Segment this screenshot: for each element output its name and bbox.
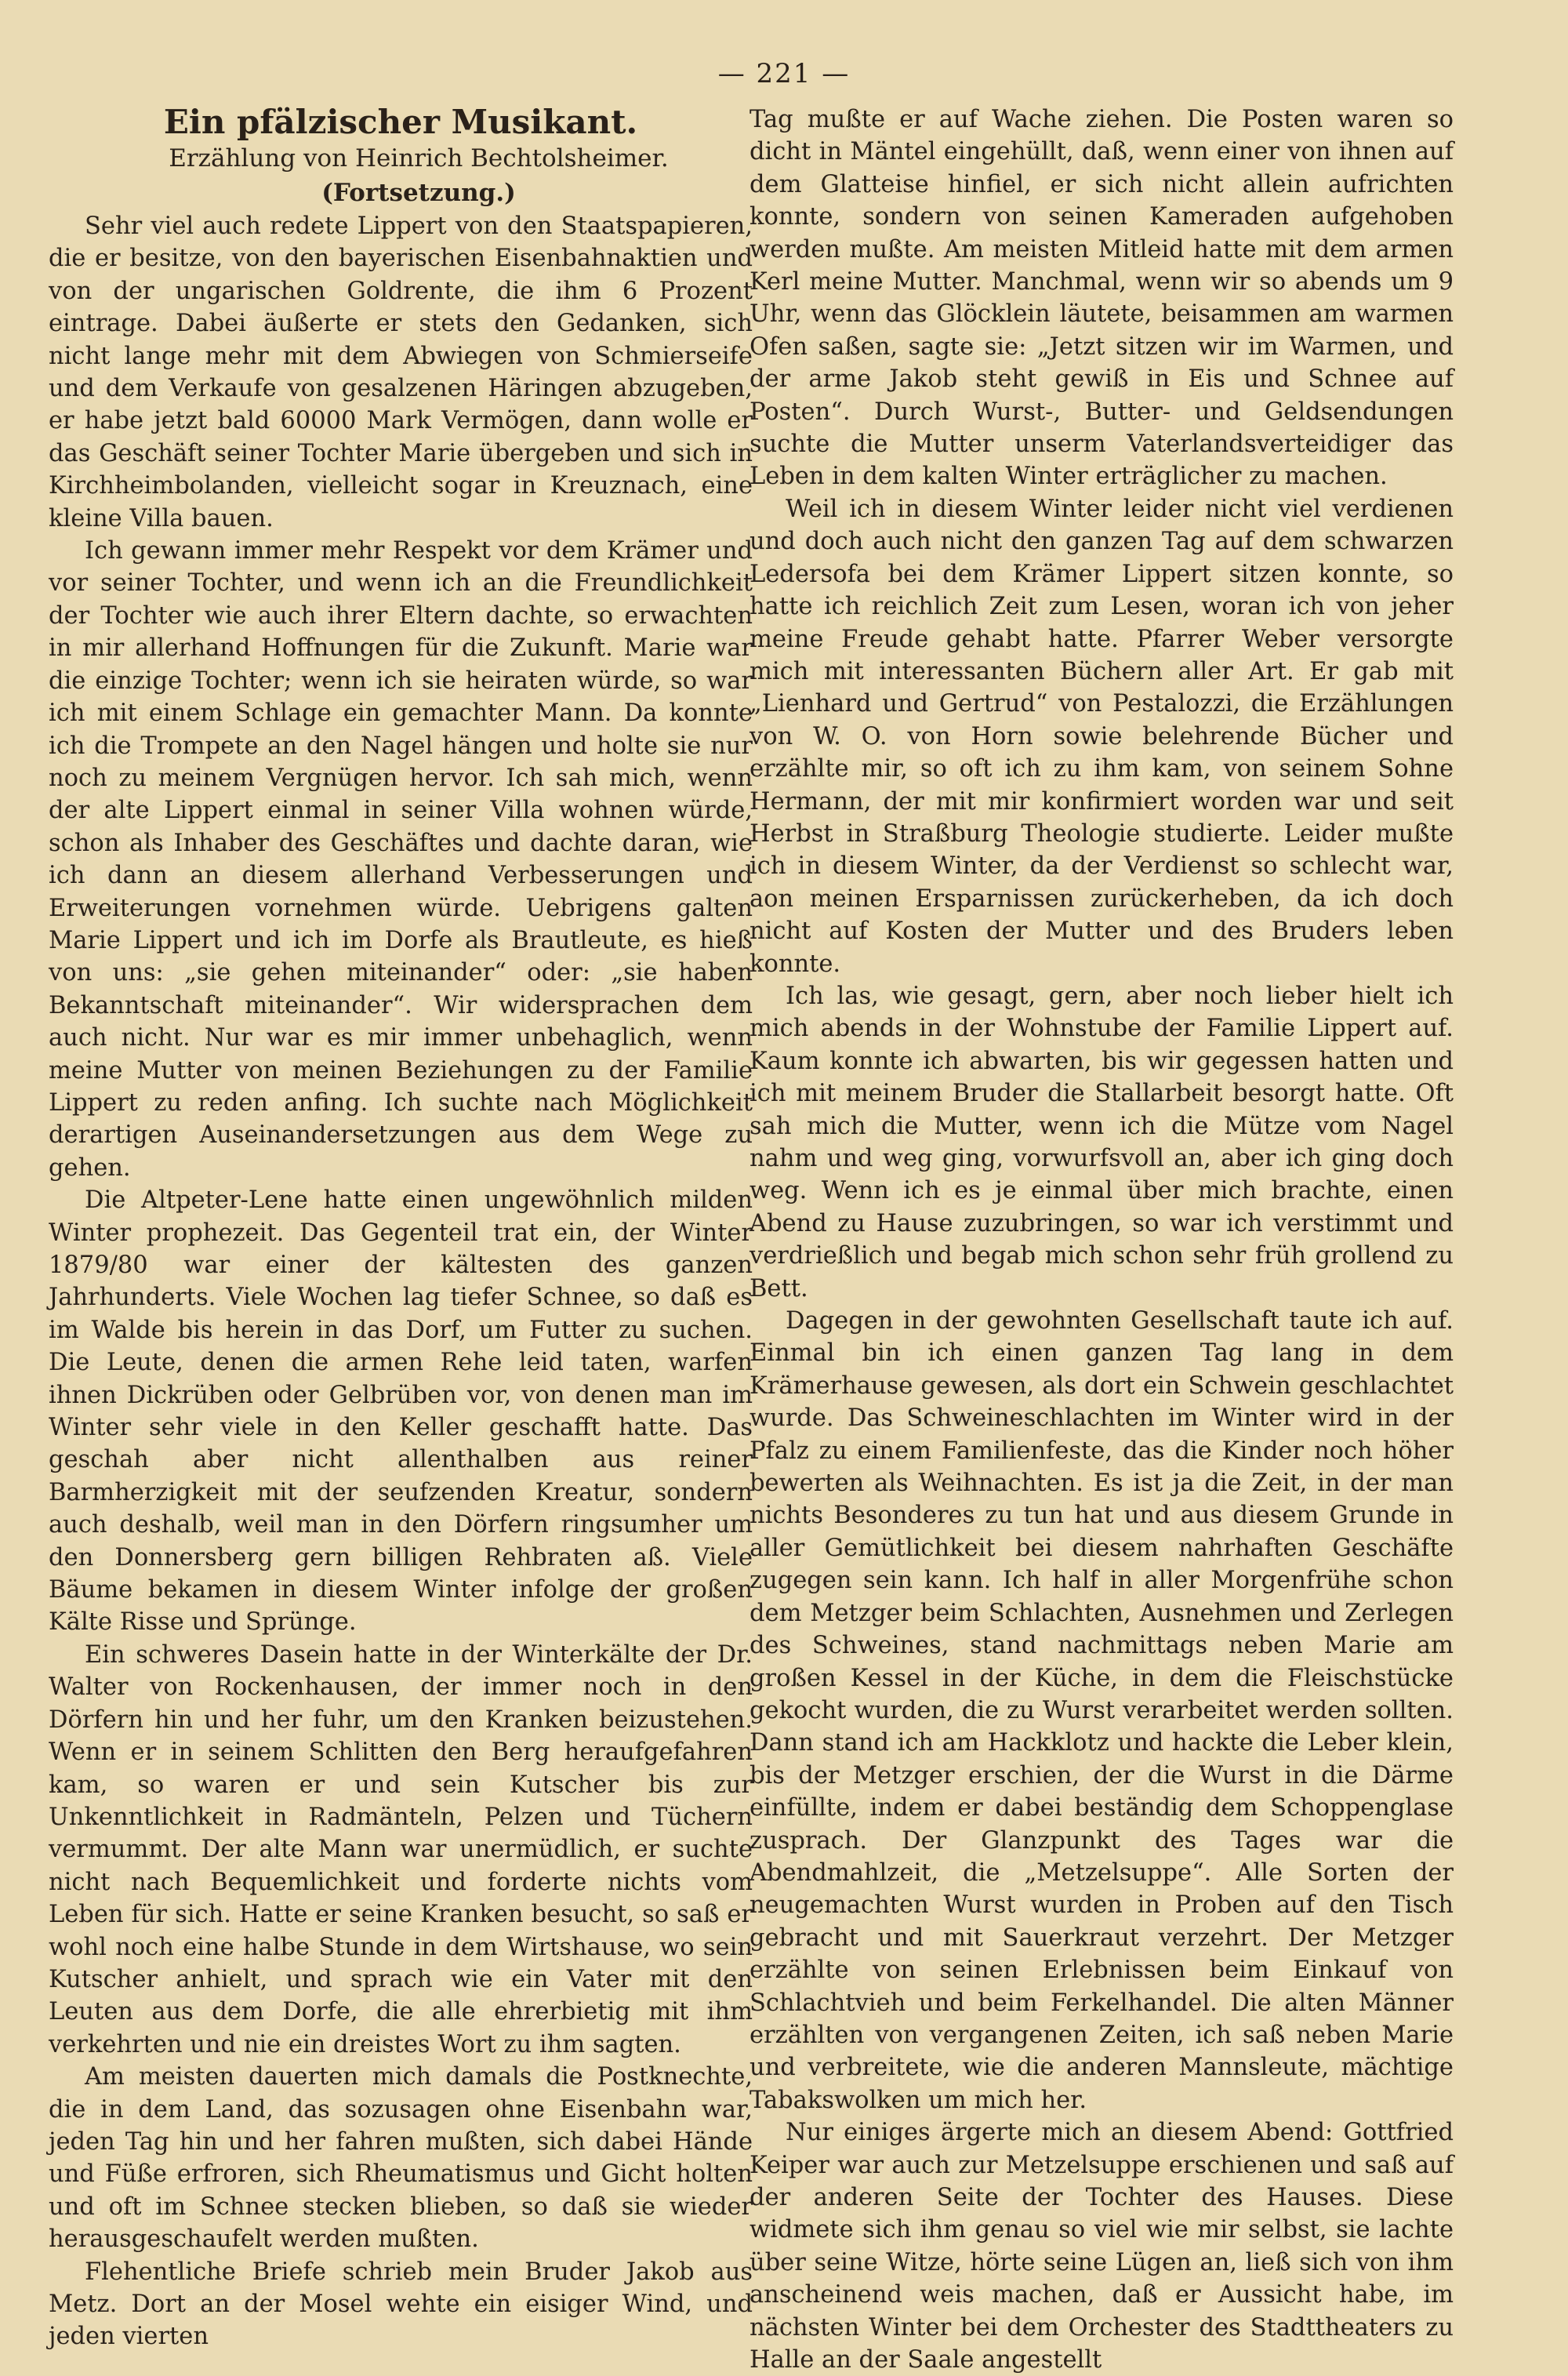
article-subtitle: Erzählung von Heinrich Bechtolsheimer. [169, 144, 669, 173]
paragraph: Flehentliche Briefe schrieb mein Bruder Jakob aus Metz. Dort an der Mosel wehte ein eisiger Wind, und jeden vierten [49, 2258, 753, 2351]
page-number: — 221 — [717, 58, 851, 89]
paragraph: Tag mußte er auf Wache ziehen. Die Posten waren so dicht in Mäntel eingehüllt, daß, wenn einer von ihnen auf dem Glatteise hinfiel, er sich nicht allein aufrichten konnte, sondern von seinen Kameraden aufgehoben werden mußte. Am meisten Mitleid hatte mit dem armen Kerl meine Mutter. Manchmal, wenn wir so abends um 9 Uhr, wenn das Glöcklein läutete, beisammen am warmen Ofen saßen, sagte sie: „Jetzt sitzen wir im Warmen, und der arme Jakob steht gewiß in Eis und Schnee auf Posten“. Durch Wurst-, Butter- und Geldsendungen suchte die Mutter unserm Vaterlandsverteidiger das Leben in dem kalten Winter erträglicher zu machen. [750, 106, 1454, 491]
left-column [49, 104, 753, 2353]
paragraph: Ein schweres Dasein hatte in der Winterkälte der Dr. Walter von Rockenhausen, der immer noch in den Dörfern hin und her fuhr, um den Kranken beizustehen. Wenn er in seinem Schlitten den Berg heraufgefahren kam, so waren er und sein Kutscher bis zur Unkenntlichkeit in Radmänteln, Pelzen und Tüchern vermummt. Der alte Mann war unermüdlich, er suchte nicht nach Bequemlichkeit und forderte nichts vom Leben für sich. Hatte er seine Kranken besucht, so saß er wohl noch eine halbe Stunde in dem Wirtshause, wo sein Kutscher anhielt, und sprach wie ein Vater mit den Leuten aus dem Dorfe, die alle ehrerbietig mit ihm verkehrten und nie ein dreistes Wort zu ihm sagten. [49, 1640, 753, 2058]
paragraph: Die Altpeter-Lene hatte einen ungewöhnlich milden Winter prophezeit. Das Gegenteil trat ein, der Winter 1879/80 war einer der kältesten des ganzen Jahrhunderts. Viele Wochen lag tiefer Schnee, so daß es im Walde bis herein in das Dorf, um Futter zu suchen. Die Leute, denen die armen Rehe leid taten, warfen ihnen Dickrüben oder Gelbrüben vor, von denen man im Winter sehr viele in den Keller geschafft hatte. Das geschah aber nicht allenthalben aus reiner Barmherzigkeit mit der seufzenden Kreatur, sondern auch deshalb, weil man in den Dörfern ringsumher um den Donnersberg gern billigen Rehbraten aß. Viele Bäume bekamen in diesem Winter infolge der großen Kälte Risse und Sprünge. [49, 1186, 753, 1637]
paragraph: Ich las, wie gesagt, gern, aber noch lieber hielt ich mich abends in der Wohnstube der Familie Lippert auf. Kaum konnte ich abwarten, bis wir gegessen hatten und ich mit meinem Bruder die Stallarbeit besorgt hatte. Oft sah mich die Mutter, wenn ich die Mütze vom Nagel nahm und weg ging, vorwurfsvoll an, aber ich ging doch weg. Wenn ich es je einmal über mich brachte, einen Abend zu Hause zuzubringen, so war ich verstimmt und verdrießlich und begab mich schon sehr früh grollend zu Bett. [750, 982, 1454, 1302]
paragraph: Weil ich in diesem Winter leider nicht viel verdienen und doch auch nicht den ganzen Tag auf dem schwarzen Ledersofa bei dem Krämer Lippert sitzen konnte, so hatte ich reichlich Zeit zum Lesen, woran ich von jeher meine Freude gehabt hatte. Pfarrer Weber versorgte mich mit interessanten Büchern aller Art. Er gab mit „Lienhard und Gertrud“ von Pestalozzi, die Erzählungen von W. O. von Horn sowie belehrende Bücher und erzählte mir, so oft ich zu ihm kam, von seinem Sohne Hermann, der mit mir konfirmiert worden war und seit Herbst in Straßburg Theologie studierte. Leider mußte ich in diesem Winter, da der Verdienst so schlecht war, aon meinen Ersparnissen zurückerheben, da ich doch nicht auf Kosten der Mutter und des Bruders leben konnte. [750, 495, 1454, 978]
paragraph: Nur einiges ärgerte mich an diesem Abend: Gottfried Keiper war auch zur Metzelsuppe erschienen und saß auf der anderen Seite der Tochter des Hauses. Diese widmete sich ihm genau so viel wie mir selbst, sie lachte über seine Witze, hörte seine Lügen an, ließ sich von ihm anscheinend weis machen, daß er Aussicht habe, im nächsten Winter bei dem Orchester des Stadttheaters zu Halle an der Saale angestellt [750, 2119, 1454, 2374]
right-column [750, 104, 1454, 2376]
article-title: Ein pfälzischer Musikant. [163, 103, 638, 141]
continuation-note: (Fortsetzung.) [321, 179, 516, 207]
paragraph: Sehr viel auch redete Lippert von den Staatspapieren, die er besitze, von den bayerischen Eisenbahnaktien und von der ungarischen Goldrente, die ihm 6 Prozent eintrage. Dabei äußerte er stets den Gedanken, sich nicht lange mehr mit dem Abwiegen von Schmierseife und dem Verkaufe von gesalzenen Häringen abzugeben, er habe jetzt bald 60000 Mark Vermögen, dann wolle er das Geschäft seiner Tochter Marie übergeben und sich in Kirchheimbolanden, vielleicht sogar in Kreuznach, eine kleine Villa bauen. [49, 213, 753, 532]
paragraph: Dagegen in der gewohnten Gesellschaft taute ich auf. Einmal bin ich einen ganzen Tag lang in dem Krämerhause gewesen, als dort ein Schwein geschlachtet wurde. Das Schweineschlachten im Winter wird in der Pfalz zu einem Familienfeste, das die Kinder noch höher bewerten als Weihnachten. Es ist ja die Zeit, in der man nichts Besonderes zu tun hat und aus diesem Grunde in aller Gemütlichkeit bei diesem nahrhaften Geschäfte zugegen sein kann. Ich half in aller Morgenfrühe schon dem Metzger beim Schlachten, Ausnehmen und Zerlegen des Schweines, stand nachmittags neben Marie am großen Kessel in der Küche, in dem die Fleischstücke gekocht wurden, die zu Wurst verarbeitet werden sollten. Dann stand ich am Hackklotz und hackte die Leber klein, bis der Metzger erschien, der die Wurst in die Därme einfüllte, indem er dabei beständig dem Schoppenglase zusprach. Der Glanzpunkt des Tages war die Abendmahlzeit, die „Metzelsuppe“. Alle Sorten der neugemachten Wurst wurden in Proben auf den Tisch gebracht und mit Sauerkraut verzehrt. Der Metzger erzählte von seinen Erlebnissen beim Einkauf von Schlachtvieh und beim Ferkelhandel. Die alten Männer erzählten von vergangenen Zeiten, ich saß neben Marie und verbreitete, wie die anderen Mannsleute, mächtige Tabakswolken um mich her. [750, 1307, 1454, 2114]
paragraph: Ich gewann immer mehr Respekt vor dem Krämer und vor seiner Tochter, und wenn ich an die Freundlichkeit der Tochter wie auch ihrer Eltern dachte, so erwachten in mir allerhand Hoffnungen für die Zukunft. Marie war die einzige Tochter; wenn ich sie heiraten würde, so war ich mit einem Schlage ein gemachter Mann. Da konnte ich die Trompete an den Nagel hängen und holte sie nur noch zu meinem Vergnügen hervor. Ich sah mich, wenn der alte Lippert einmal in seiner Villa wohnen würde, schon als Inhaber des Geschäftes und dachte daran, wie ich dann an diesem allerhand Verbesserungen und Erweiterungen vornehmen würde. Uebrigens galten Marie Lippert und ich im Dorfe als Brautleute, es hieß von uns: „sie gehen miteinander“ oder: „sie haben Bekanntschaft miteinander“. Wir widersprachen dem auch nicht. Nur war es mir immer unbehaglich, wenn meine Mutter von meinen Beziehungen zu der Familie Lippert zu reden anfing. Ich suchte nach Möglichkeit derartigen Auseinandersetzungen aus dem Wege zu gehen. [49, 537, 753, 1182]
paragraph: Am meisten dauerten mich damals die Postknechte, die in dem Land, das sozusagen ohne Eisenbahn war, jeden Tag hin und her fahren mußten, sich dabei Hände und Füße erfroren, sich Rheumatismus und Gicht holten und oft im Schnee stecken blieben, so daß sie wieder herausgeschaufelt werden mußten. [49, 2063, 753, 2254]
